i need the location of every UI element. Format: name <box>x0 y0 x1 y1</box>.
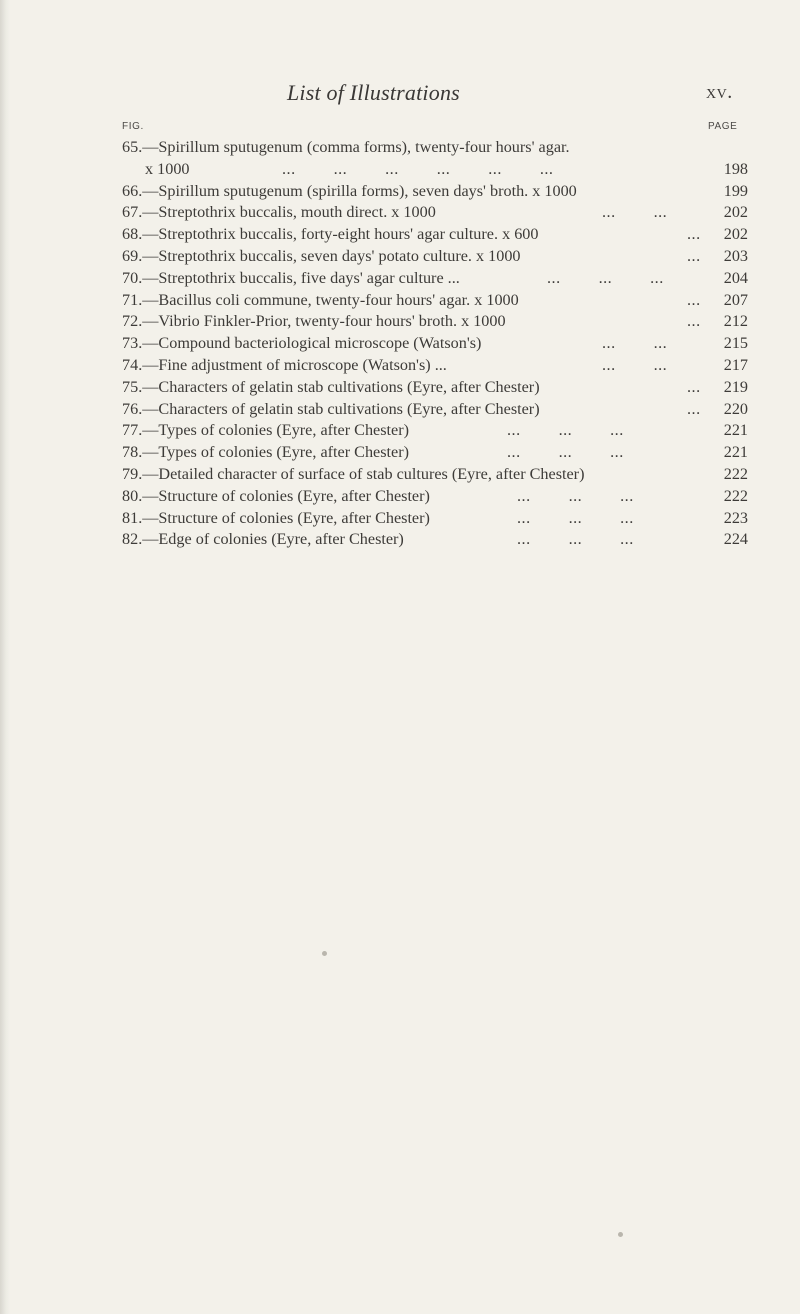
figure-caption: —Structure of colonies (Eyre, after Chester) <box>142 486 430 505</box>
figure-caption: —Characters of gelatin stab cultivations (Eyre, after Chester) <box>142 377 540 396</box>
page-number: 203 <box>723 246 748 265</box>
figure-number: 80. <box>122 486 143 505</box>
figure-caption: —Types of colonies (Eyre, after Chester) <box>142 421 409 440</box>
figure-caption: —Streptothrix buccalis, five days' agar culture ... <box>142 268 460 287</box>
running-head <box>0 80 800 110</box>
page-number: 198 <box>723 159 748 178</box>
page-number: 202 <box>723 225 748 244</box>
figure-caption: —Structure of colonies (Eyre, after Chester) <box>142 508 430 527</box>
figure-number: 79. <box>122 464 143 483</box>
list-item <box>122 137 748 159</box>
dot-leaders: ... ... ... <box>547 268 664 287</box>
figure-number: 73. <box>122 334 143 353</box>
list-item <box>122 442 748 464</box>
page-binding-edge <box>0 0 10 1314</box>
paper-speck <box>618 1232 623 1237</box>
figure-caption: —Spirillum sputugenum (comma forms), twenty-four hours' agar. <box>142 138 570 156</box>
illustration-list <box>122 137 748 551</box>
page-number: 221 <box>723 443 748 462</box>
list-item <box>122 181 748 203</box>
figure-number: 75. <box>122 377 143 396</box>
page-number: 212 <box>723 312 748 331</box>
figure-caption: —Types of colonies (Eyre, after Chester) <box>142 443 409 462</box>
figure-caption: —Fine adjustment of microscope (Watson's) ... <box>142 355 447 374</box>
paper-speck <box>322 951 327 956</box>
figure-number: 74. <box>122 355 143 374</box>
figure-caption: x 1000 <box>145 159 190 178</box>
list-item <box>122 246 748 268</box>
list-item <box>122 268 748 290</box>
figure-number: 71. <box>122 290 143 309</box>
list-item <box>122 159 748 181</box>
page-column-label: PAGE <box>708 121 738 132</box>
figure-number: 77. <box>122 421 143 440</box>
figure-number: 81. <box>122 508 143 527</box>
page-number: 219 <box>723 377 748 396</box>
figure-number: 67. <box>122 203 143 222</box>
figure-caption: —Detailed character of surface of stab cultures (Eyre, after Chester) <box>142 464 585 483</box>
page-number: 222 <box>723 464 748 483</box>
figure-number: 76. <box>122 399 143 418</box>
dot-leaders: ... ... ... <box>507 421 624 440</box>
dot-leaders: ... ... ... ... ... ... <box>282 159 554 178</box>
dot-leaders: ... <box>687 399 701 418</box>
dot-leaders: ... ... ... <box>507 443 624 462</box>
figure-number: 65. <box>122 138 143 156</box>
figure-number: 82. <box>122 530 143 549</box>
fig-column-label: FIG. <box>122 121 144 132</box>
dot-leaders: ... <box>687 312 701 331</box>
list-item <box>122 529 748 551</box>
list-item <box>122 377 748 399</box>
list-item <box>122 464 748 486</box>
figure-caption: —Spirillum sputugenum (spirilla forms), seven days' broth. x 1000 <box>142 181 577 200</box>
page-number: 204 <box>723 268 748 287</box>
list-item <box>122 202 748 224</box>
figure-caption: —Streptothrix buccalis, seven days' potato culture. x 1000 <box>142 246 521 265</box>
list-item <box>122 508 748 530</box>
list-item <box>122 420 748 442</box>
page-folio: xv. <box>706 81 733 103</box>
figure-number: 66. <box>122 181 143 200</box>
page-number: 199 <box>723 181 748 200</box>
dot-leaders: ... ... ... <box>517 530 634 549</box>
page-number: 223 <box>723 508 748 527</box>
page-number: 220 <box>723 399 748 418</box>
dot-leaders: ... <box>687 377 701 396</box>
figure-caption: —Compound bacteriological microscope (Watson's) <box>142 334 482 353</box>
dot-leaders: ... ... <box>602 355 668 374</box>
dot-leaders: ... <box>687 225 701 244</box>
page-number: 215 <box>723 334 748 353</box>
dot-leaders: ... <box>687 246 701 265</box>
figure-caption: —Streptothrix buccalis, mouth direct. x 1000 <box>142 203 436 222</box>
dot-leaders: ... ... <box>602 334 668 353</box>
page-title: List of Illustrations <box>287 80 460 105</box>
figure-number: 72. <box>122 312 143 331</box>
figure-caption: —Bacillus coli commune, twenty-four hours' agar. x 1000 <box>142 290 519 309</box>
list-item <box>122 399 748 421</box>
page-number: 217 <box>723 355 748 374</box>
page-number: 224 <box>723 530 748 549</box>
figure-number: 69. <box>122 246 143 265</box>
page-number: 221 <box>723 421 748 440</box>
page-number: 207 <box>723 290 748 309</box>
figure-number: 68. <box>122 225 143 244</box>
dot-leaders: ... ... ... <box>517 486 634 505</box>
page-number: 202 <box>723 203 748 222</box>
list-item <box>122 486 748 508</box>
figure-caption: —Streptothrix buccalis, forty-eight hours' agar culture. x 600 <box>142 225 539 244</box>
figure-caption: —Vibrio Finkler-Prior, twenty-four hours' broth. x 1000 <box>142 312 506 331</box>
dot-leaders: ... ... ... <box>517 508 634 527</box>
page-number: 222 <box>723 486 748 505</box>
list-item <box>122 333 748 355</box>
figure-number: 78. <box>122 443 143 462</box>
list-item <box>122 355 748 377</box>
list-item <box>122 311 748 333</box>
figure-caption: —Edge of colonies (Eyre, after Chester) <box>142 530 404 549</box>
figure-caption: —Characters of gelatin stab cultivations (Eyre, after Chester) <box>142 399 540 418</box>
list-item <box>122 224 748 246</box>
figure-number: 70. <box>122 268 143 287</box>
dot-leaders: ... ... <box>602 203 668 222</box>
dot-leaders: ... <box>687 290 701 309</box>
list-item <box>122 290 748 312</box>
